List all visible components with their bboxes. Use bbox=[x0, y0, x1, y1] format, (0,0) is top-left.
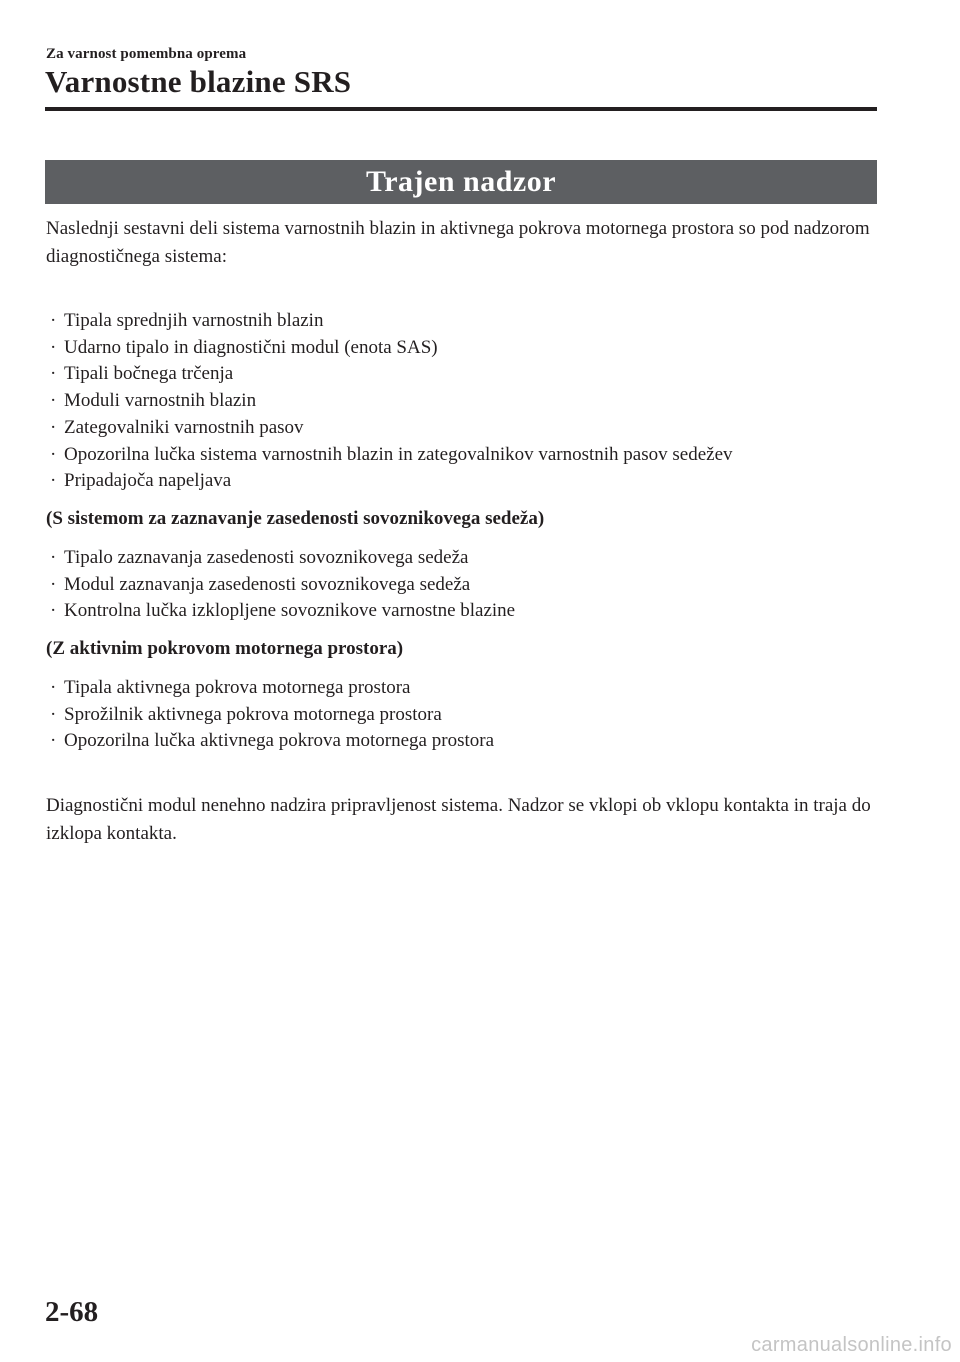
list-item-label: Tipala sprednjih varnostnih blazin bbox=[64, 310, 324, 331]
title-divider bbox=[45, 107, 877, 111]
list-item-label: Moduli varnostnih blazin bbox=[64, 390, 257, 412]
bullet-icon: · bbox=[50, 363, 57, 385]
bullet-icon: · bbox=[50, 703, 57, 725]
list-item bbox=[46, 545, 515, 572]
list-item-label: Tipala aktivnega pokrova motornega prostora bbox=[64, 677, 411, 698]
list-item-label: Modul zaznavanja zasedenosti sovoznikovega sedeža bbox=[64, 573, 471, 595]
bullet-icon: · bbox=[50, 443, 57, 465]
component-list bbox=[46, 308, 733, 495]
intro-paragraph: Naslednji sestavni deli sistema varnostnih blazin in aktivnega pokrova motornega prostora so pod nadzorom diagnostičnega sistema: bbox=[46, 218, 870, 267]
list-item-label: Tipalo zaznavanja zasedenosti sovoznikovega sedeža bbox=[64, 547, 469, 568]
page-title: Varnostne blazine SRS bbox=[45, 64, 352, 99]
list-item-label: Zategovalniki varnostnih pasov bbox=[64, 416, 304, 438]
list-item-label: Udarno tipalo in diagnostični modul (enota SAS) bbox=[64, 336, 438, 358]
bullet-icon: · bbox=[50, 677, 57, 698]
bullet-icon: · bbox=[50, 310, 57, 331]
list-item-label: Kontrolna lučka izklopljene sovoznikove varnostne blazine bbox=[64, 600, 516, 622]
list-item bbox=[46, 442, 733, 469]
list-item bbox=[46, 361, 733, 388]
subheading-active-bonnet: (Z aktivnim pokrovom motornega prostora) bbox=[46, 638, 404, 659]
list-item bbox=[46, 415, 733, 442]
list-item bbox=[46, 728, 494, 755]
bullet-icon: · bbox=[50, 336, 57, 358]
page-number: 2-68 bbox=[45, 1296, 99, 1328]
list-item bbox=[46, 468, 733, 495]
list-item bbox=[46, 675, 494, 702]
occupant-detection-list bbox=[46, 545, 515, 625]
list-item bbox=[46, 388, 733, 415]
bullet-icon: · bbox=[50, 416, 57, 438]
bullet-icon: · bbox=[50, 547, 57, 568]
list-item bbox=[46, 572, 515, 599]
bullet-icon: · bbox=[50, 390, 57, 412]
bullet-icon: · bbox=[50, 470, 57, 492]
active-bonnet-list bbox=[46, 675, 494, 755]
bullet-icon: · bbox=[50, 730, 57, 752]
watermark: carmanualsonline.info bbox=[751, 1334, 952, 1356]
list-item-label: Sprožilnik aktivnega pokrova motornega prostora bbox=[64, 703, 442, 725]
section-heading: Trajen nadzor bbox=[45, 160, 877, 204]
bullet-icon: · bbox=[50, 573, 57, 595]
list-item-label: Opozorilna lučka sistema varnostnih blazin in zategovalnikov varnostnih pasov sedežev bbox=[64, 443, 733, 465]
subheading-occupant-detection: (S sistemom za zaznavanje zasedenosti sovoznikovega sedeža) bbox=[46, 508, 545, 529]
list-item bbox=[46, 702, 494, 729]
list-item bbox=[46, 308, 733, 335]
list-item-label: Pripadajoča napeljava bbox=[64, 470, 232, 492]
list-item-label: Opozorilna lučka aktivnega pokrova motornega prostora bbox=[64, 730, 494, 752]
list-item bbox=[46, 335, 733, 362]
chapter-label: Za varnost pomembna oprema bbox=[46, 46, 247, 62]
list-item-label: Tipali bočnega trčenja bbox=[64, 363, 234, 385]
list-item bbox=[46, 598, 515, 625]
closing-paragraph: Diagnostični modul nenehno nadzira pripravljenost sistema. Nadzor se vklopi ob vklopu kontakta in traja do izklopa kontakta. bbox=[46, 795, 871, 844]
bullet-icon: · bbox=[50, 600, 57, 622]
